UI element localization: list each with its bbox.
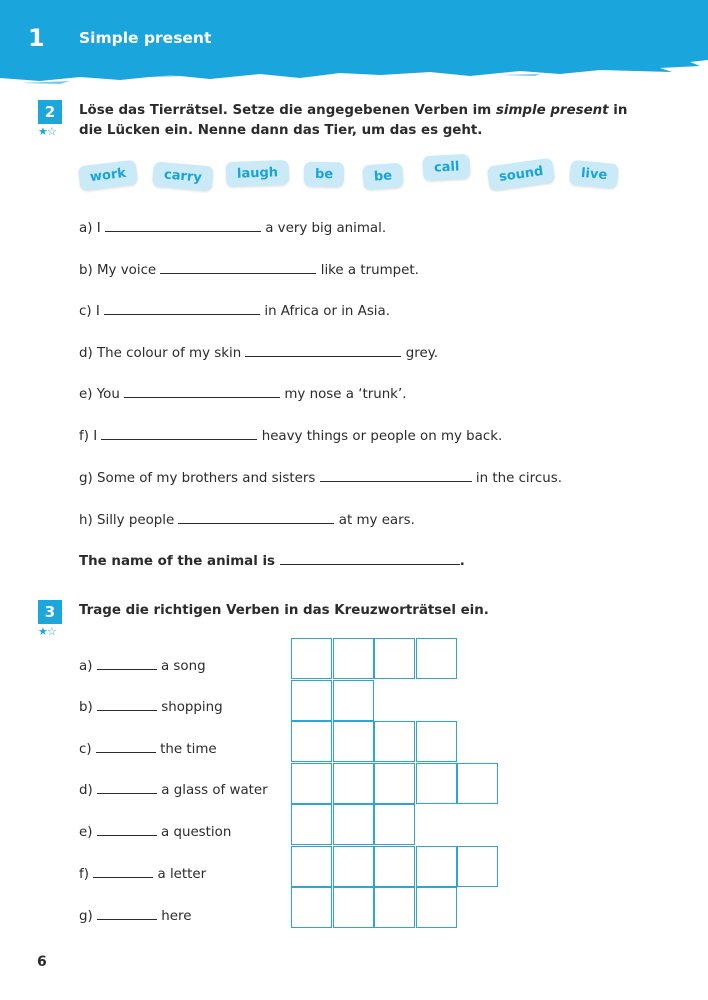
answer-blank[interactable] [104, 301, 260, 315]
sentence-f [79, 426, 502, 444]
sentence-after: like a trumpet. [320, 263, 419, 278]
animal-name-blank[interactable] [280, 551, 460, 565]
sentence-after: heavy things or people on my back. [261, 429, 503, 444]
clue-label: b) [79, 700, 93, 715]
clue-a [79, 656, 206, 674]
clue-g [79, 906, 191, 924]
instruction-text: Löse das Tierrätsel. Setze die angegebenen Verben im [79, 103, 496, 118]
sentence-g [79, 468, 562, 486]
clue-text: a glass of water [161, 783, 268, 798]
crossword-cell[interactable] [374, 721, 415, 762]
sentence-c [79, 301, 390, 319]
sentence-before: Silly people [96, 513, 175, 528]
clue-blank[interactable] [97, 780, 157, 794]
crossword-cell[interactable] [291, 763, 332, 804]
answer-blank[interactable] [105, 218, 261, 232]
crossword-cell[interactable] [291, 846, 332, 887]
crossword-cell[interactable] [291, 721, 332, 762]
sentence-d [79, 343, 438, 361]
word-chip: work [78, 160, 139, 192]
clue-c [79, 739, 217, 757]
crossword-cell[interactable] [291, 804, 332, 845]
instruction-emphasis: simple present [495, 103, 609, 118]
answer-blank[interactable] [160, 260, 316, 274]
exercise-3-difficulty-stars: ★☆ [38, 625, 56, 638]
clue-f [79, 864, 206, 882]
clue-blank[interactable] [97, 656, 157, 670]
word-chip: carry [152, 161, 214, 191]
animal-name-line [79, 551, 465, 569]
animal-name-end: . [459, 554, 465, 569]
sentence-label: b) [79, 263, 93, 278]
word-chip: laugh [226, 160, 290, 187]
crossword-cell[interactable] [457, 763, 498, 804]
clue-blank[interactable] [97, 697, 157, 711]
answer-blank[interactable] [245, 343, 401, 357]
crossword-cell[interactable] [374, 804, 415, 845]
answer-blank[interactable] [178, 510, 334, 524]
word-chip: be [304, 162, 345, 188]
sentence-before: My voice [97, 263, 157, 278]
sentence-label: c) [79, 304, 92, 319]
clue-d [79, 780, 268, 798]
sentence-after: at my ears. [338, 513, 415, 528]
clue-text: a question [161, 825, 232, 840]
instruction-text-end: in [608, 103, 628, 118]
crossword-cell[interactable] [333, 680, 374, 721]
sentence-before: The colour of my skin [97, 346, 242, 361]
chapter-title: Simple present [79, 29, 212, 47]
sentence-before: Some of my brothers and sisters [97, 471, 316, 486]
sentence-after: my nose a ‘trunk’. [284, 387, 407, 402]
sentence-label: d) [79, 346, 93, 361]
exercise-2-number: 2 [38, 100, 62, 124]
page-number: 6 [37, 954, 47, 970]
answer-blank[interactable] [320, 468, 472, 482]
crossword-cell[interactable] [374, 763, 415, 804]
crossword-cell[interactable] [457, 846, 498, 887]
word-chip: live [569, 160, 619, 189]
clue-blank[interactable] [96, 739, 156, 753]
exercise-2-instruction [79, 101, 627, 141]
sentence-b [79, 260, 419, 278]
crossword-cell[interactable] [291, 680, 332, 721]
word-chip: be [362, 163, 404, 191]
exercise-2-difficulty-stars: ★☆ [38, 125, 56, 138]
sentence-label: e) [79, 387, 93, 402]
animal-name-prompt: The name of the animal is [79, 554, 276, 569]
instruction-line-2: die Lücken ein. Nenne dann das Tier, um das es geht. [79, 123, 483, 138]
answer-blank[interactable] [124, 384, 280, 398]
chapter-number: 1 [28, 24, 45, 52]
crossword-cell[interactable] [291, 887, 332, 928]
clue-e [79, 822, 231, 840]
crossword-cell[interactable] [416, 721, 457, 762]
sentence-label: f) [79, 429, 89, 444]
clue-label: e) [79, 825, 93, 840]
answer-blank[interactable] [101, 426, 257, 440]
clue-text: the time [160, 742, 217, 757]
clue-text: a letter [157, 867, 207, 882]
clue-text: a song [160, 659, 206, 674]
sentence-a [79, 218, 386, 236]
sentence-h [79, 510, 415, 528]
clue-text: shopping [161, 700, 223, 715]
sentence-before: I [95, 304, 100, 319]
crossword-cell[interactable] [416, 638, 457, 679]
clue-label: a) [79, 659, 93, 674]
sentence-before: I [96, 221, 101, 236]
clue-label: d) [79, 783, 93, 798]
sentence-after: in the circus. [475, 471, 562, 486]
crossword-cell[interactable] [374, 846, 415, 887]
crossword-cell[interactable] [416, 887, 457, 928]
crossword-cell[interactable] [333, 804, 374, 845]
clue-b [79, 697, 223, 715]
clue-label: f) [79, 867, 89, 882]
sentence-after: in Africa or in Asia. [264, 304, 390, 319]
crossword-cell[interactable] [333, 638, 374, 679]
chapter-banner [0, 0, 708, 90]
crossword-cell[interactable] [333, 763, 374, 804]
sentence-label: h) [79, 513, 93, 528]
clue-blank[interactable] [93, 864, 153, 878]
sentence-after: a very big animal. [265, 221, 387, 236]
sentence-e [79, 384, 406, 402]
crossword-cell[interactable] [416, 763, 457, 804]
crossword-cell[interactable] [333, 887, 374, 928]
crossword-cell[interactable] [374, 638, 415, 679]
crossword-cell[interactable] [333, 846, 374, 887]
clue-text: here [161, 909, 192, 924]
crossword-cell[interactable] [333, 721, 374, 762]
clue-label: c) [79, 742, 92, 757]
sentence-after: grey. [405, 346, 438, 361]
sentence-before: You [96, 387, 120, 402]
clue-blank[interactable] [97, 822, 157, 836]
crossword-cell[interactable] [291, 638, 332, 679]
sentence-label: g) [79, 471, 93, 486]
clue-blank[interactable] [97, 906, 157, 920]
sentence-before: I [93, 429, 98, 444]
crossword-cell[interactable] [374, 887, 415, 928]
exercise-3-number: 3 [38, 600, 62, 624]
crossword-cell[interactable] [416, 846, 457, 887]
sentence-label: a) [79, 221, 93, 236]
clue-label: g) [79, 909, 93, 924]
exercise-3-instruction: Trage die richtigen Verben in das Kreuzworträtsel ein. [79, 603, 489, 618]
word-chip: sound [487, 157, 556, 191]
word-chip: call [422, 154, 471, 181]
